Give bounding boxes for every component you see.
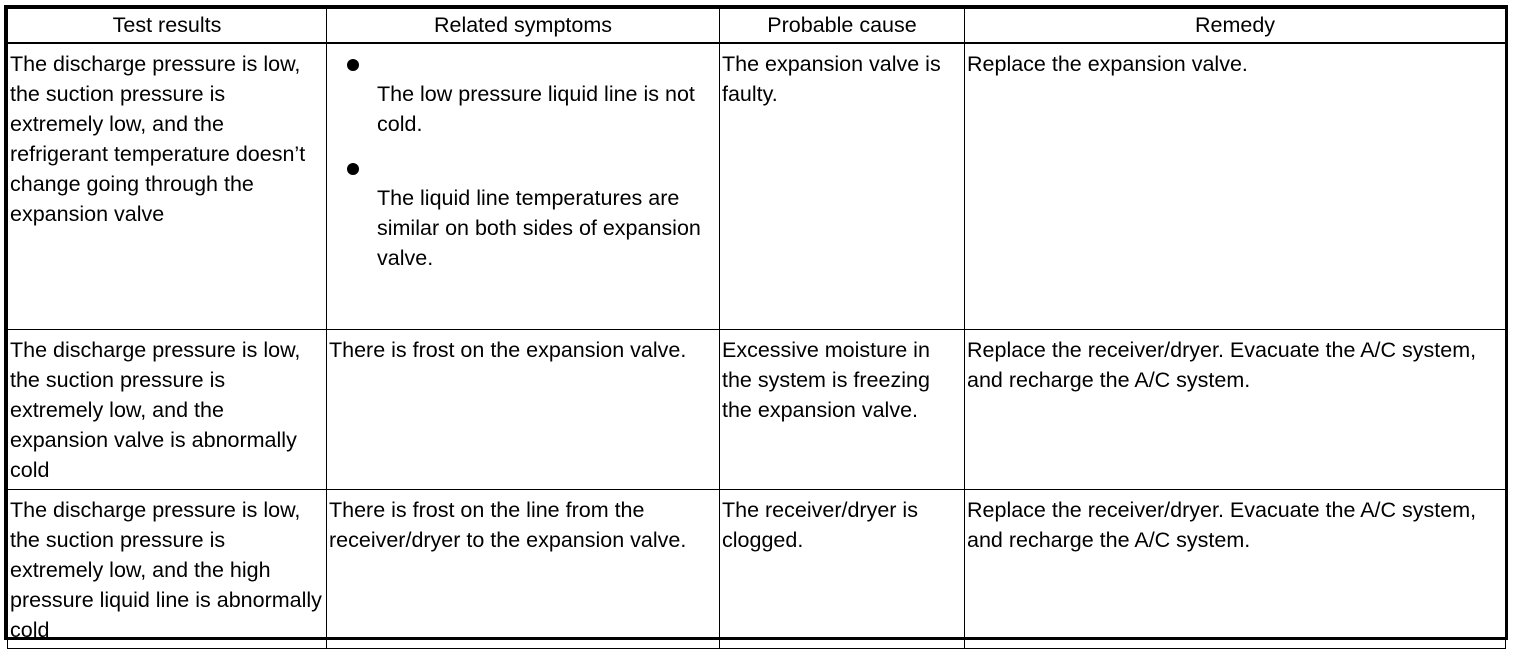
symptom-text: The low pressure liquid line is not cold. <box>377 82 695 136</box>
test-result-cell: The discharge pressure is low, the suction pressure is extremely low, and the expansion valve is abnormally cold <box>8 330 327 490</box>
diagnosis-table <box>7 8 1506 649</box>
table-row <box>8 330 1506 490</box>
cause-cell: The receiver/dryer is clogged. <box>720 490 965 649</box>
cause-cell: Excessive moisture in the system is freezing the expansion valve. <box>720 330 965 490</box>
header-test-results: Test results <box>8 9 327 44</box>
header-remedy: Remedy <box>965 9 1506 44</box>
symptom-list <box>329 49 717 273</box>
symptoms-cell: There is frost on the expansion valve. <box>327 330 720 490</box>
bullet-icon <box>347 49 359 79</box>
header-related-symptoms: Related symptoms <box>327 9 720 44</box>
symptom-list-item <box>377 153 717 273</box>
diagnosis-table-frame <box>4 5 1508 640</box>
symptom-list-item <box>377 49 717 139</box>
test-result-cell: The discharge pressure is low, the suction pressure is extremely low, and the refrigerant temperature doesn’t change going through the expansion valve <box>8 43 327 330</box>
remedy-cell: Replace the expansion valve. <box>965 43 1506 330</box>
remedy-cell: Replace the receiver/dryer. Evacuate the A/C system, and recharge the A/C system. <box>965 490 1506 649</box>
bullet-icon <box>347 153 359 183</box>
symptom-text: The liquid line temperatures are similar on both sides of expansion valve. <box>377 186 701 270</box>
table-row <box>8 490 1506 649</box>
symptoms-cell: There is frost on the line from the receiver/dryer to the expansion valve. <box>327 490 720 649</box>
symptoms-cell <box>327 43 720 330</box>
test-result-cell: The discharge pressure is low, the suction pressure is extremely low, and the high pressure liquid line is abnormally cold <box>8 490 327 649</box>
cause-cell: The expansion valve is faulty. <box>720 43 965 330</box>
table-header-row <box>8 9 1506 44</box>
table-row <box>8 43 1506 330</box>
remedy-cell: Replace the receiver/dryer. Evacuate the A/C system, and recharge the A/C system. <box>965 330 1506 490</box>
header-probable-cause: Probable cause <box>720 9 965 44</box>
